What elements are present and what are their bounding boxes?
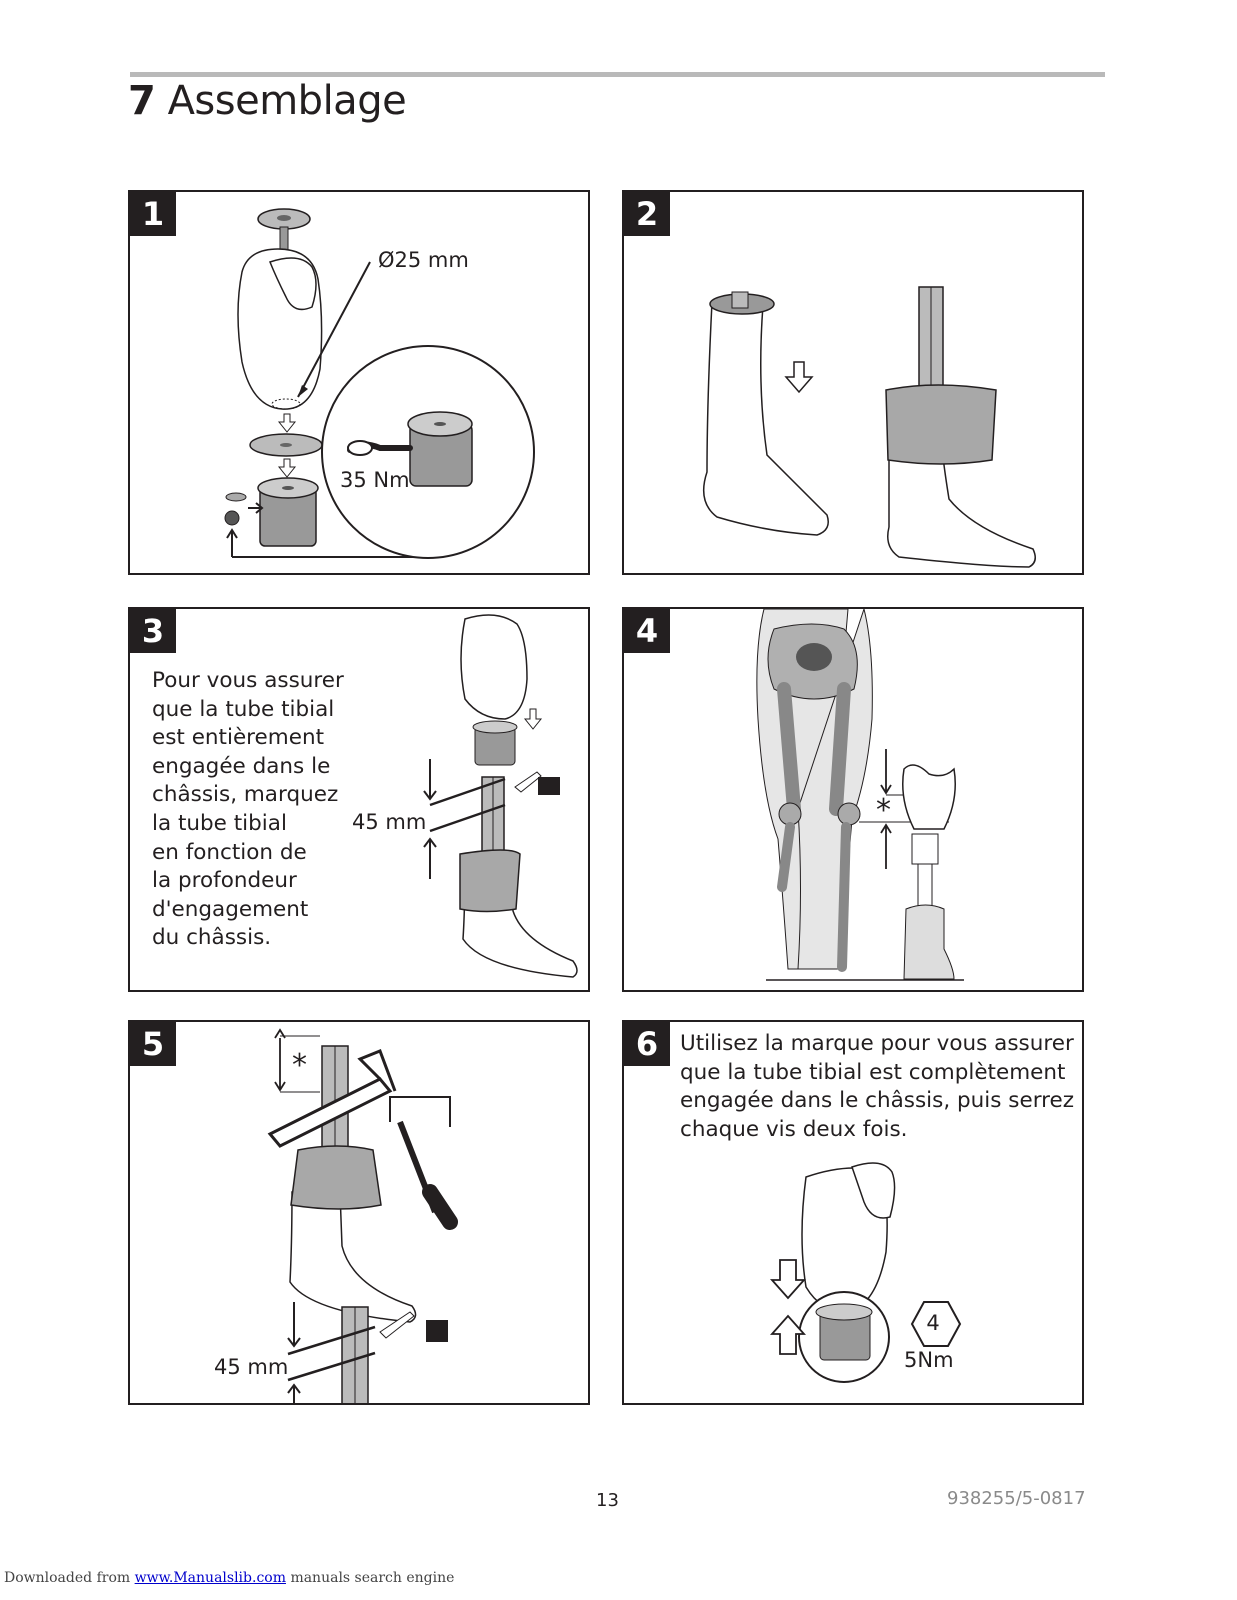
step-badge: 5 (130, 1022, 176, 1066)
page-number: 13 (596, 1490, 619, 1511)
asterisk-label: * (876, 793, 891, 828)
header-rule (130, 72, 1105, 77)
step-1-illustration (130, 192, 590, 575)
document-number: 938255/5-0817 (947, 1488, 1086, 1509)
text-line: chaque vis deux fois. (680, 1116, 908, 1142)
step-4-illustration (624, 609, 1084, 992)
text-line: d'engagement (152, 896, 309, 922)
text-line: que la tube tibial est complètement (680, 1059, 1066, 1085)
manualslib-link[interactable]: www.Manualslib.com (134, 1570, 286, 1586)
section-number: 7 (128, 78, 156, 124)
depth-label: 45 mm (214, 1355, 289, 1379)
step-panel-1 (128, 190, 590, 575)
text-line: que la tube tibial (152, 696, 335, 722)
step-2-illustration (624, 192, 1084, 575)
download-footer (4, 1570, 454, 1586)
text-line: du châssis. (152, 925, 272, 951)
step-panel-3 (128, 607, 590, 992)
step-panel-4 (622, 607, 1084, 992)
step-6-illustration (624, 1022, 1084, 1405)
text-line: la profondeur (152, 868, 297, 894)
step-panel-5 (128, 1020, 590, 1405)
torque-label: 35 Nm (340, 468, 410, 492)
diameter-label: Ø25 mm (378, 248, 469, 272)
step-badge: 4 (624, 609, 670, 653)
text-line: en fonction de (152, 839, 307, 865)
page-title (128, 78, 406, 124)
text-line: Pour vous assurer (152, 668, 344, 693)
footer-prefix: Downloaded from (4, 1570, 131, 1586)
step-panel-6 (622, 1020, 1084, 1405)
step-badge: 2 (624, 192, 670, 236)
section-title: Assemblage (167, 78, 407, 124)
text-line: est entièrement (152, 725, 324, 751)
asterisk-label: * (292, 1048, 307, 1083)
step-badge: 6 (624, 1022, 670, 1066)
footer-suffix: manuals search engine (290, 1570, 455, 1586)
step-badge: 1 (130, 192, 176, 236)
step-5-illustration (130, 1022, 590, 1405)
text-line: engagée dans le châssis, puis serrez (680, 1088, 1075, 1114)
hex-size-label: 4 (926, 1311, 940, 1335)
step-badge: 3 (130, 609, 176, 653)
torque-label: 5Nm (904, 1348, 954, 1372)
text-line: châssis, marquez (152, 782, 339, 808)
text-line: engagée dans le (152, 753, 331, 779)
text-line: la tube tibial (152, 810, 287, 836)
step-panel-2 (622, 190, 1084, 575)
text-line: Utilisez la marque pour vous assurer (680, 1031, 1074, 1056)
depth-label: 45 mm (352, 810, 427, 834)
step-3-illustration (130, 609, 590, 992)
